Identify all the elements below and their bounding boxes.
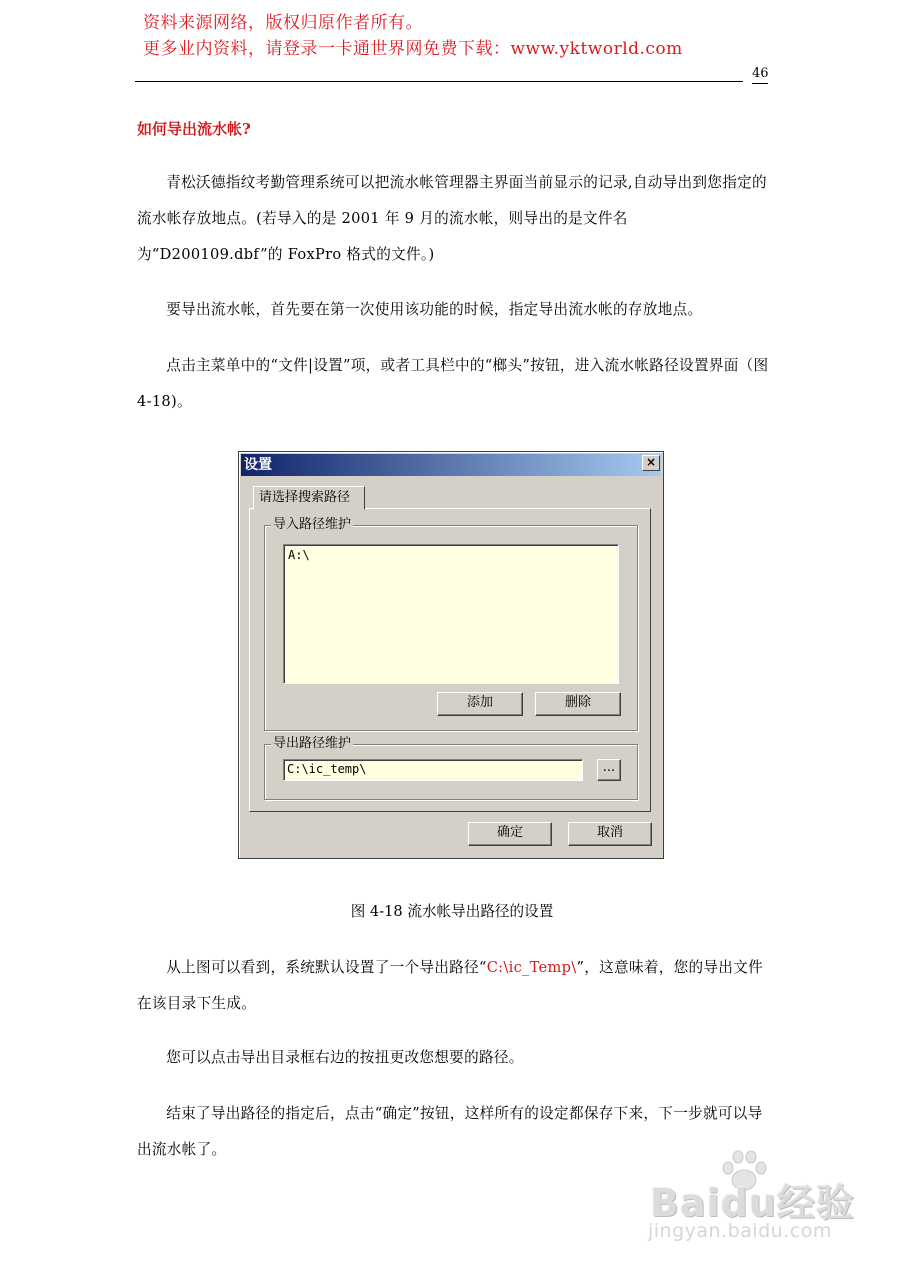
close-button[interactable] (642, 455, 660, 471)
paragraph-confirm: 结束了导出路径的指定后，点击“确定”按钮，这样所有的设定都保存下来，下一步就可以导出流水帐了。 (137, 1105, 763, 1158)
watermark-url: jingyan.baidu.com (648, 1220, 832, 1242)
header-notice-line2: 更多业内资料，请登录一卡通世界网免费下载：www.yktworld.com (143, 39, 683, 59)
paragraph-first-step: 要导出流水帐，首先要在第一次使用该功能的时候，指定导出流水帐的存放地点。 (166, 301, 703, 318)
settings-dialog (238, 451, 664, 859)
header-notice-line1: 资料来源网络，版权归原作者所有。 (143, 13, 423, 33)
browse-button[interactable]: ... (597, 759, 621, 781)
list-item[interactable]: A:\ (288, 548, 310, 562)
delete-button[interactable]: 删除 (535, 692, 621, 716)
section-title: 如何导出流水帐? (137, 120, 251, 138)
tab-panel (249, 508, 651, 812)
default-path-text-before: 从上图可以看到，系统默认设置了一个导出路径“ (166, 959, 487, 976)
paragraph-intro: 青松沃德指纹考勤管理系统可以把流水帐管理器主界面当前显示的记录,自动导出到您指定的流水帐存放地点。(若导入的是 2001 年 9 月的流水帐，则导出的是文件名为“D200109.dbf”的 FoxPro 格式的文件。) (137, 174, 767, 263)
ok-button[interactable]: 确定 (468, 822, 552, 846)
import-path-list[interactable] (283, 544, 619, 684)
default-path-value: C:\ic_Temp\ (486, 959, 577, 976)
paragraph-change-path: 您可以点击导出目录框右边的按扭更改您想要的路径。 (166, 1049, 524, 1066)
header-rule (135, 81, 743, 82)
close-icon: × (645, 455, 657, 469)
paragraph-open-settings: 点击主菜单中的“文件|设置”项，或者工具栏中的“榔头”按钮，进入流水帐路径设置界面（图 4-18)。 (137, 357, 769, 410)
import-path-group (264, 517, 638, 731)
figure-caption: 图 4-18 流水帐导出路径的设置 (350, 903, 554, 920)
paragraph-default-path (137, 950, 769, 1022)
export-path-group (264, 736, 638, 800)
watermark-text: Baidu经验 (650, 1181, 855, 1225)
tab-search-path[interactable]: 请选择搜索路径 (253, 486, 365, 510)
cancel-button[interactable]: 取消 (568, 822, 652, 846)
default-path-text-after: ”，这意味着，您的导出文件在该目录下生成。 (137, 959, 763, 1012)
import-group-label: 导入路径维护 (273, 517, 352, 532)
page-number-underline (752, 83, 768, 84)
dialog-titlebar[interactable] (241, 454, 661, 476)
dialog-title: 设置 (244, 457, 272, 473)
add-button[interactable]: 添加 (437, 692, 523, 716)
export-path-input[interactable]: C:\ic_temp\ (283, 759, 583, 781)
export-group-label: 导出路径维护 (273, 736, 352, 751)
baidu-watermark (644, 1148, 855, 1248)
page-number: 46 (752, 66, 769, 81)
